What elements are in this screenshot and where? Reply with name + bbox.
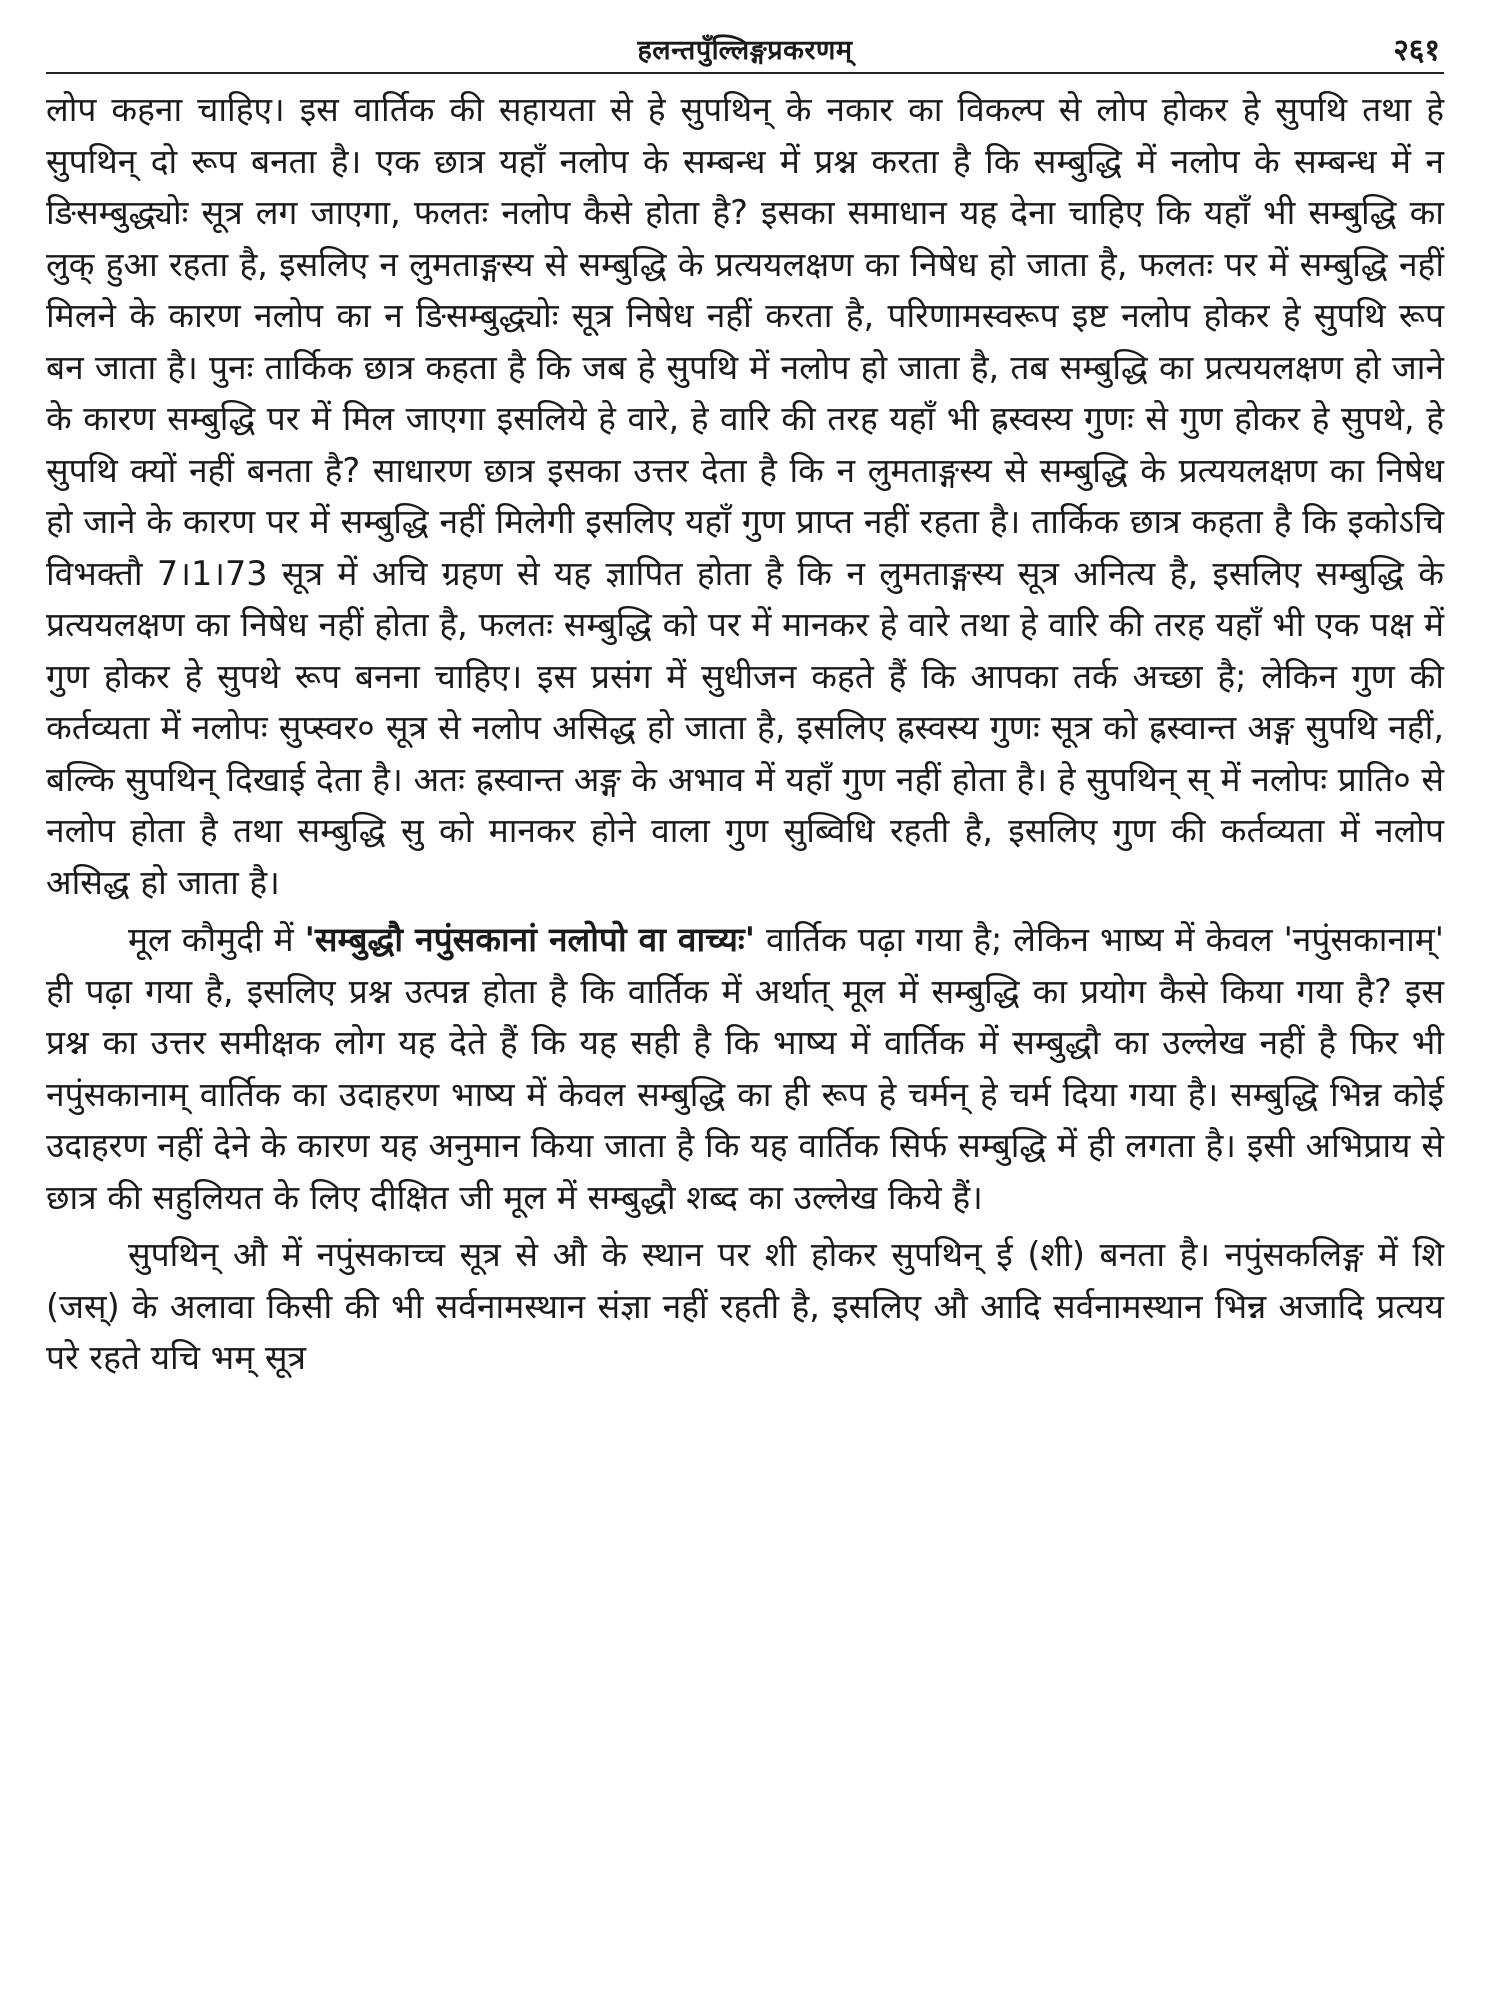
paragraph-2-intro: मूल कौमुदी में: [128, 920, 305, 959]
paragraph-1: लोप कहना चाहिए। इस वार्तिक की सहायता से हे सुपथिन् के नकार का विकल्प से लोप होकर हे सुपथि तथा हे सुपथिन् दो रूप बनता है। एक छात्र यहाँ नलोप के सम्बन्ध में प्रश्न करता है कि सम्बुद्धि में नलोप के सम्बन्ध में न ङिसम्बुद्ध्योः सूत्र लग जाएगा, फलतः नलोप कैसे होता है? इसका समाधान यह देना चाहिए कि यहाँ भी सम्बुद्धि का लुक् हुआ रहता है, इसलिए न लुमताङ्गस्य से सम्बुद्धि के प्रत्ययलक्षण का निषेध हो जाता है, फलतः पर में सम्बुद्धि नहीं मिलने के कारण नलोप का न ङिसम्बुद्ध्योः सूत्र निषेध नहीं करता है, परिणामस्वरूप इष्ट नलोप होकर हे सुपथि रूप बन जाता है। पुनः तार्किक छात्र कहता है कि जब हे सुपथि में नलोप हो जाता है, तब सम्बुद्धि का प्रत्ययलक्षण हो जाने के कारण सम्बुद्धि पर में मिल जाएगा इसलिये हे वारे, हे वारि की तरह यहाँ भी ह्रस्वस्य गुणः से गुण होकर हे सुपथे, हे सुपथि क्यों नहीं बनता है? साधारण छात्र इसका उत्तर देता है कि न लुमताङ्गस्य से सम्बुद्धि के प्रत्ययलक्षण का निषेध हो जाने के कारण पर में सम्बुद्धि नहीं मिलेगी इसलिए यहाँ गुण प्राप्त नहीं रहता है। तार्किक छात्र कहता है कि इकोऽचि विभक्तौ 7।1।73 सूत्र में अचि ग्रहण से यह ज्ञापित होता है कि न लुमताङ्गस्य सूत्र अनित्य है, इसलिए सम्बुद्धि के प्रत्ययलक्षण का निषेध नहीं होता है, फलतः सम्बुद्धि को पर में मानकर हे वारे तथा हे वारि की तरह यहाँ भी एक पक्ष में गुण होकर हे सुपथे रूप बनना चाहिए। इस प्रसंग में सुधीजन कहते हैं कि आपका तर्क अच्छा है; लेकिन गुण की कर्तव्यता में नलोपः सुप्स्वर० सूत्र से नलोप असिद्ध हो जाता है, इसलिए ह्रस्वस्य गुणः सूत्र को ह्रस्वान्त अङ्ग सुपथि नहीं, बल्कि सुपथिन् दिखाई देता है। अतः ह्रस्वान्त अङ्ग के अभाव में यहाँ गुण नहीं होता है। हे सुपथिन् स् में नलोपः प्राति० से नलोप होता है तथा सम्बुद्धि सु को मानकर होने वाला गुण सुब्विधि रहती है, इसलिए गुण की कर्तव्यता में नलोप असिद्ध हो जाता है।: [46, 90, 1444, 902]
body-text: [46, 84, 1444, 1384]
running-header: [46, 26, 1444, 74]
vartika-quote: 'सम्बुद्धौ नपुंसकानां नलोपो वा वाच्यः': [304, 920, 755, 959]
running-title: हलन्तपुँल्लिङ्गप्रकरणम्: [637, 35, 853, 66]
page-number: २६१: [1393, 33, 1440, 68]
paragraph-2: [46, 914, 1444, 1223]
paragraph-3: सुपथिन् औ में नपुंसकाच्च सूत्र से औ के स्थान पर शी होकर सुपथिन् ई (शी) बनता है। नपुंसकलिङ्ग में शि (जस्) के अलावा किसी की भी सर्वनामस्थान संज्ञा नहीं रहती है, इसलिए औ आदि सर्वनामस्थान भिन्न अजादि प्रत्यय परे रहते यचि भम् सूत्र: [46, 1235, 1444, 1377]
paragraph-2-rest: वार्तिक पढ़ा गया है; लेकिन भाष्य में केवल 'नपुंसकानाम्' ही पढ़ा गया है, इसलिए प्रश्न उत्पन्न होता है कि वार्तिक में अर्थात् मूल में सम्बुद्धि का प्रयोग कैसे किया गया है? इस प्रश्न का उत्तर समीक्षक लोग यह देते हैं कि यह सही है कि भाष्य में वार्तिक में सम्बुद्धौ का उल्लेख नहीं है फिर भी नपुंसकानाम् वार्तिक का उदाहरण भाष्य में केवल सम्बुद्धि का ही रूप हे चर्मन् हे चर्म दिया गया है। सम्बुद्धि भिन्न कोई उदाहरण नहीं देने के कारण यह अनुमान किया जाता है कि यह वार्तिक सिर्फ सम्बुद्धि में ही लगता है। इसी अभिप्राय से छात्र की सहुलियत के लिए दीक्षित जी मूल में सम्बुद्धौ शब्द का उल्लेख किये हैं।: [46, 920, 1444, 1217]
